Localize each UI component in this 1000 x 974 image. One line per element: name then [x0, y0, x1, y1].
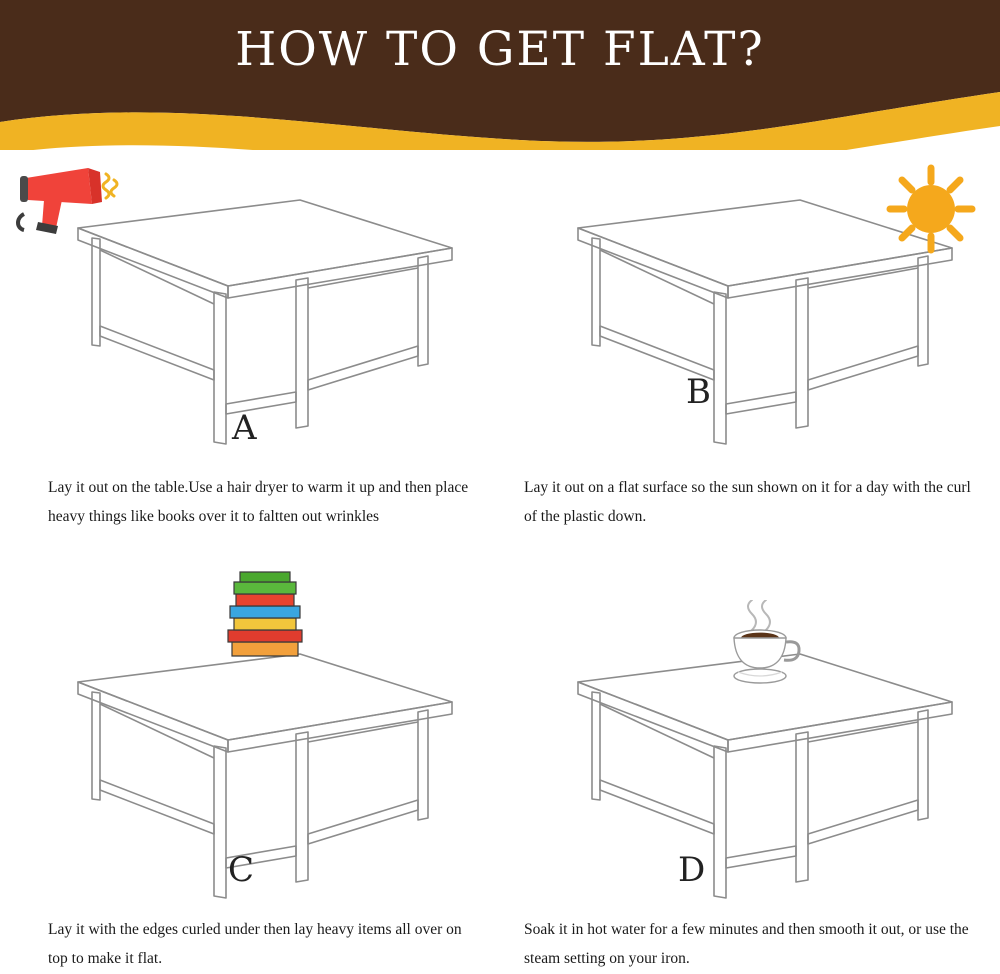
sun-icon	[876, 154, 986, 264]
stack-of-books-icon	[212, 564, 322, 674]
panel-d-letter: D	[678, 850, 706, 890]
panel-c	[0, 562, 500, 974]
panel-d-caption: Soak it in hot water for a few minutes and then smooth it out, or use the steam setting on your iron.	[524, 921, 969, 967]
panel-c-letter: C	[228, 850, 255, 890]
panel-b-caption: Lay it out on a flat surface so the sun shown on it for a day with the curl of the plastic down.	[524, 479, 971, 525]
coffee-cup-icon	[712, 600, 822, 690]
page-title: HOW TO GET FLAT?	[235, 22, 765, 77]
panels-grid	[0, 150, 1000, 974]
header-banner	[0, 0, 1000, 150]
hair-dryer-icon	[14, 160, 144, 240]
panel-a	[0, 150, 500, 562]
panel-d	[500, 562, 1000, 974]
panel-b	[500, 150, 1000, 562]
panel-a-caption: Lay it out on the table.Use a hair dryer to warm it up and then place heavy things like books over it to faltten out wrinkles	[48, 479, 469, 525]
panel-b-letter: B	[686, 372, 711, 412]
panel-c-caption: Lay it with the edges curled under then lay heavy items all over on top to make it flat.	[48, 921, 462, 967]
panel-a-letter: A	[232, 408, 257, 448]
